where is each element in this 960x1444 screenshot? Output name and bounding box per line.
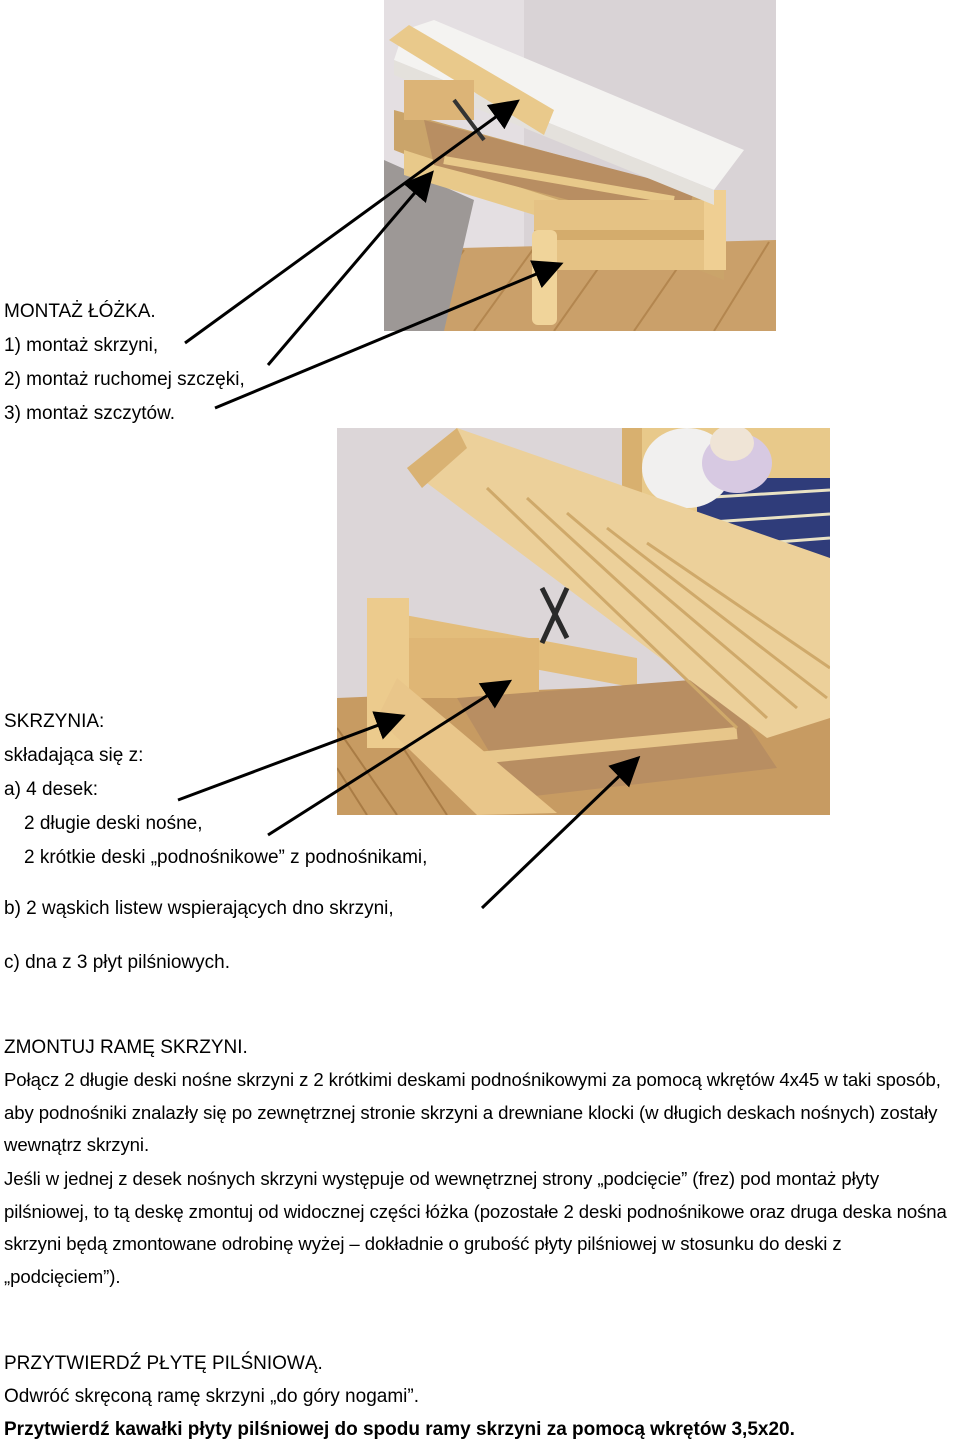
frame-paragraph-2	[4, 1163, 956, 1293]
step-1: 1) montaż skrzyni,	[4, 335, 159, 356]
board-line-2: Przytwierdź kawałki płyty pilśniowej do spodu ramy skrzyni za pomocą wkrętów 3,5x20.	[4, 1419, 795, 1440]
bed-photo-bottom	[337, 428, 830, 815]
box-title: SKRZYNIA:	[4, 711, 105, 732]
box-item-b: b) 2 wąskich listew wspierających dno skrzyni,	[4, 898, 394, 919]
box-item-a1: 2 długie deski nośne,	[24, 813, 203, 834]
step-2: 2) montaż ruchomej szczęki,	[4, 369, 245, 390]
frame-paragraph-1	[4, 1064, 956, 1162]
frame-paragraph-2-text: Jeśli w jednej z desek nośnych skrzyni występuje od wewnętrznej strony „podcięcie” (frez) pod montaż płyty pilśniowej, to tą deskę zmontuj od widocznej części łóżka (pozostałe 2 deski podnośnikowe oraz druga deska nośna skrzyni będą zmontowane odrobinę wyżej – dokładnie o grubość płyty pilśniowej w stosunku do deski z „podcięciem”).	[4, 1168, 947, 1287]
frame-heading: ZMONTUJ RAMĘ SKRZYNI.	[4, 1037, 248, 1058]
box-item-a: a) 4 desek:	[4, 779, 98, 800]
frame-paragraph-1-text: Połącz 2 długie deski nośne skrzyni z 2 krótkimi deskami podnośnikowymi za pomocą wkrętów 4x45 w taki sposób, aby podnośniki znalazły się po zewnętrznej stronie skrzyni a drewniane klocki (w długich deskach nośnych) zostały wewnątrz skrzyni.	[4, 1069, 941, 1156]
step-3: 3) montaż szczytów.	[4, 403, 176, 424]
board-heading: PRZYTWIERDŹ PŁYTĘ PILŚNIOWĄ.	[4, 1353, 323, 1374]
bed-photo-top	[384, 0, 776, 331]
box-item-a2: 2 krótkie deski „podnośnikowe” z podnośnikami,	[24, 847, 428, 868]
board-line-1: Odwróć skręconą ramę skrzyni „do góry nogami”.	[4, 1386, 419, 1407]
box-consists: składająca się z:	[4, 745, 144, 766]
bed-assembly-title: MONTAŻ ŁÓŻKA.	[4, 301, 156, 322]
box-item-c: c) dna z 3 płyt pilśniowych.	[4, 952, 230, 973]
